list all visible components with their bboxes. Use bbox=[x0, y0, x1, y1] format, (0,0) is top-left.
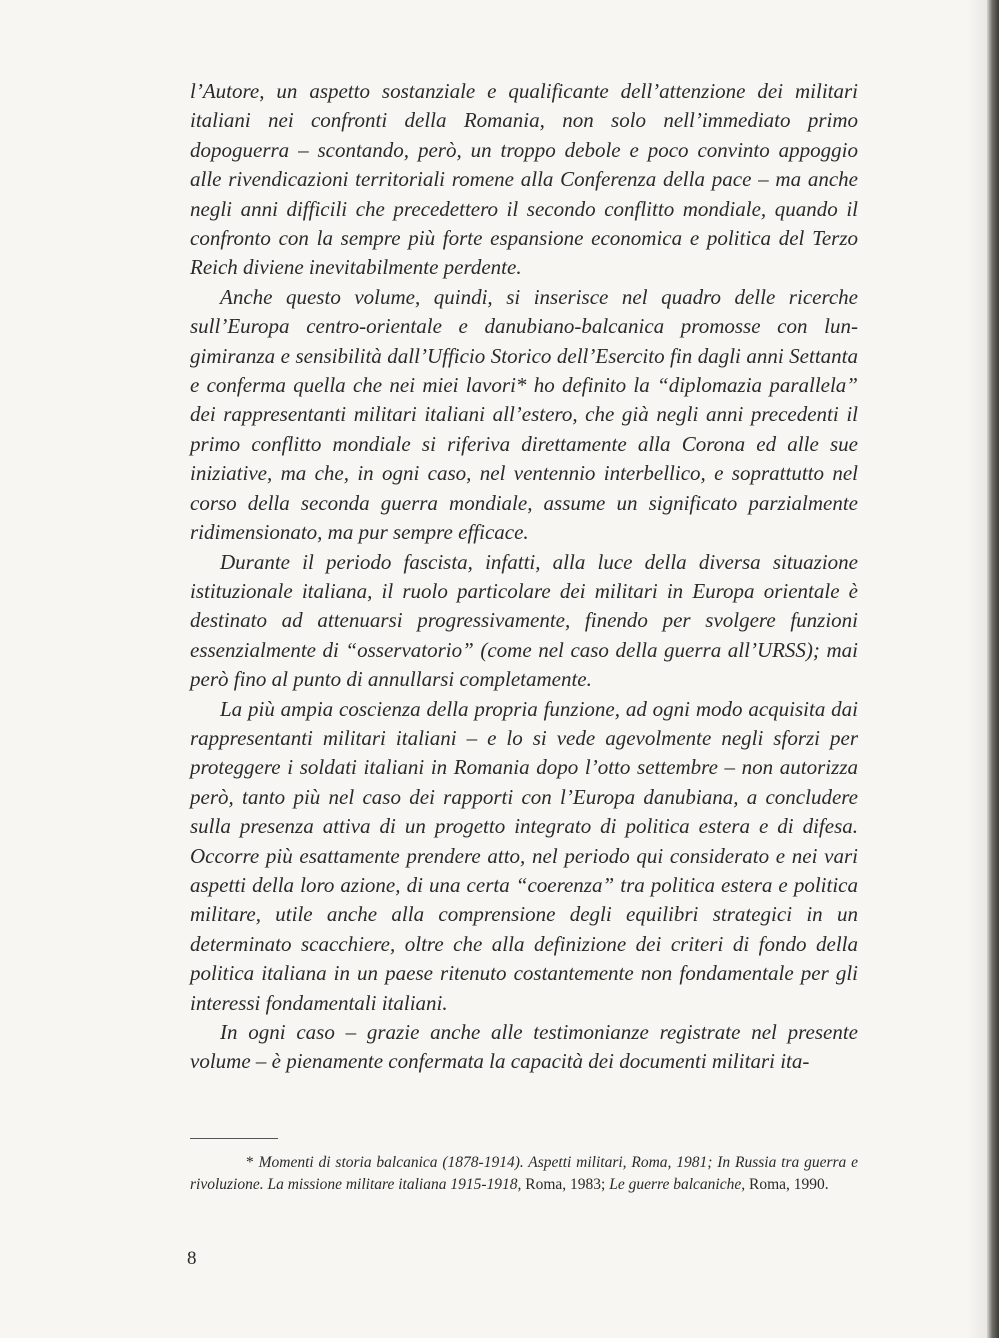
paragraph: Anche questo volume, quindi, si inserisce nel quadro delle ricerche sull’Europa centro-orientale e danubiano-balcanica promosse con lungimiranza e sensibilità dall’Ufficio Storico dell’Esercito fin dagli anni Settanta e conferma quella che nei miei lavori* ho definito la “diplomazia parallela” dei rappresentanti militari italiani all’estero, che già negli anni precedenti il primo conflitto mondiale si riferiva direttamente alla Corona ed alle sue iniziative, ma che, in ogni caso, nel ventennio interbellico, e soprattutto nel corso della seconda guerra mondiale, assume un significato parzialmente ridimensionato, ma pur sempre efficace. bbox=[190, 284, 858, 545]
footnote-rule bbox=[190, 1138, 278, 1139]
page-gutter-shadow bbox=[967, 0, 987, 1338]
footnote-titles: Momenti di storia balcanica (1878-1914). Aspetti militari, Roma, 1981; In Russia tra guerra e rivoluzione. La missione militare italiana 1915-1918, bbox=[190, 1154, 859, 1193]
paragraph: In ogni caso – grazie anche alle testimonianze registrate nel presente volume – è pienamente confermata la capacità dei documenti militari ita- bbox=[190, 1020, 858, 1074]
page-edge bbox=[987, 0, 999, 1338]
footnote-place: Roma, 1990. bbox=[745, 1175, 829, 1193]
footnote-marker: * bbox=[246, 1154, 259, 1171]
paragraph: Durante il periodo fascista, infatti, alla luce della diversa situazione istituzionale italiana, il ruolo particolare dei militari in Europa orientale è destinato ad attenuarsi progressivamente, finendo per svolgere funzioni essenzialmente di “osservatorio” (come nel caso della guerra all’URSS); mai però fino al punto di annullarsi completamente. bbox=[190, 549, 858, 692]
paragraph: l’Autore, un aspetto sostanziale e qualificante dell’attenzione dei militari italiani nei confronti della Romania, non solo nell’immediato primo dopoguerra – scontando, però, un troppo debole e poco convinto appoggio alle rivendicazioni territoriali romene alla Conferenza della pace – ma anche negli anni difficili che precedettero il secondo conflitto mondiale, quando il confronto con la sempre più forte espansione economica e politica del Terzo Reich diviene inevitabilmente perdente. bbox=[190, 79, 858, 280]
paragraph: La più ampia coscienza della propria funzione, ad ogni modo acquisita dai rappresentanti militari italiani – e lo si vede agevolmente negli sforzi per proteggere i soldati italiani in Romania dopo l’otto settembre – non autorizza però, tanto più nel caso dei rapporti con l’Europa danubiana, a concludere sulla presenza attiva di un progetto integrato di politica estera e di difesa. Occorre più esattamente prendere atto, nel periodo qui considerato e nei vari aspetti della loro azione, di una certa “coerenza” tra politica estera e politica militare, utile anche alla comprensione degli equilibri strategici in un determinato scacchiere, oltre che alla definizione dei criteri di fondo della politica italiana in un paese ritenuto costantemente non fondamentale per gli interessi fondamentali italiani. bbox=[190, 696, 858, 1015]
page-number: 8 bbox=[187, 1248, 197, 1269]
footnote-title: Le guerre balcaniche, bbox=[609, 1175, 746, 1193]
footnote bbox=[190, 1152, 858, 1195]
body-text bbox=[190, 77, 858, 1077]
footnote-place: Roma, 1983; bbox=[521, 1175, 610, 1193]
